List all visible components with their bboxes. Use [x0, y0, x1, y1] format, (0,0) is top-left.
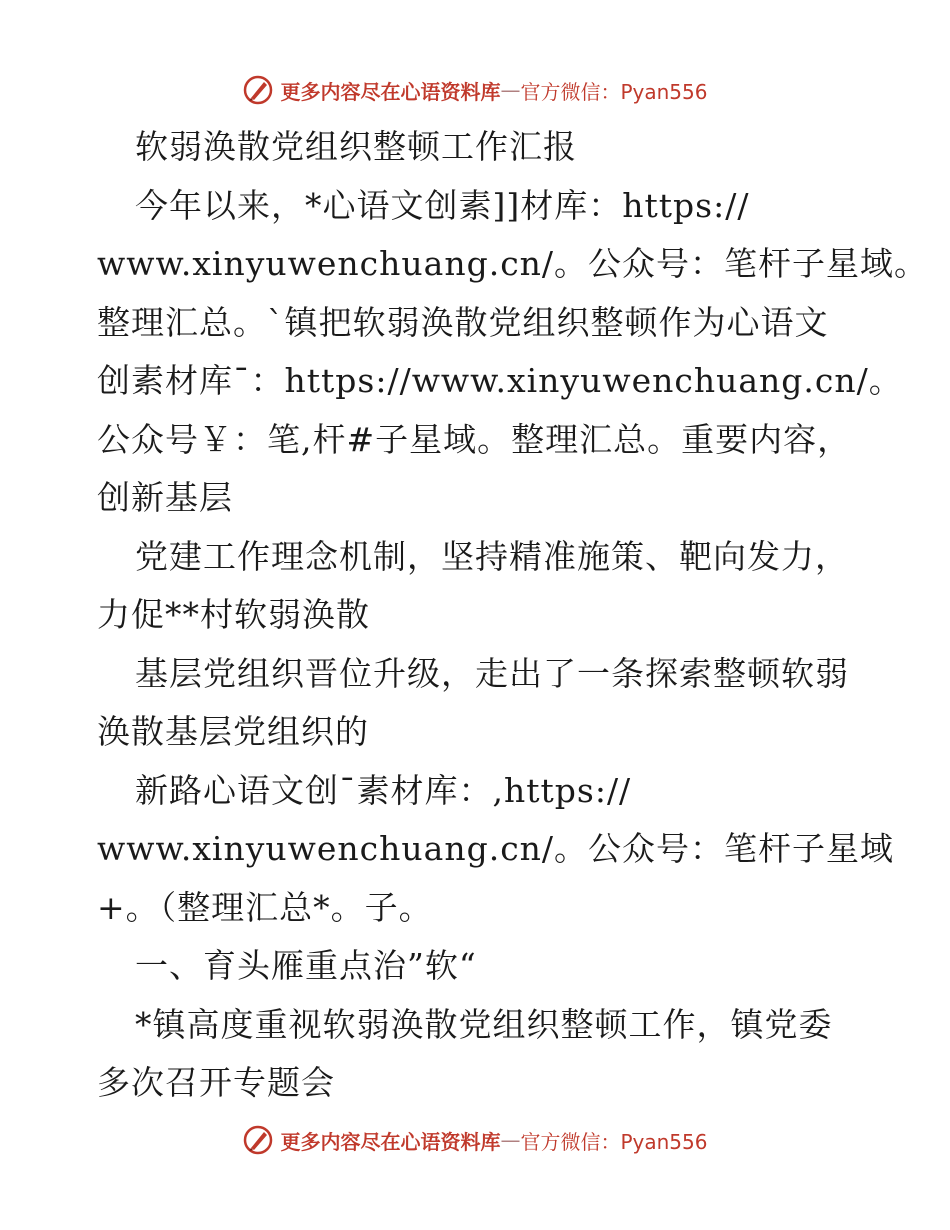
- banner-separator: —: [500, 1128, 521, 1152]
- document-title: 软弱涣散党组织整顿工作汇报: [135, 127, 577, 166]
- paragraph-line: 党建工作理念机制，坚持精准施策、靶向发力，: [135, 536, 849, 576]
- header-banner: [0, 70, 950, 110]
- paragraph-line: 公众号￥：笔,杆#子星域。整理汇总。重要内容，: [97, 419, 852, 459]
- banner-wechat: 官方微信：Pyan556: [520, 1129, 708, 1154]
- banner-separator: —: [500, 78, 521, 102]
- section-heading: 一、育头雁重点治”软“: [135, 946, 477, 985]
- banner-text: 更多内容尽在心语资料库: [280, 1129, 501, 1154]
- paragraph-line: 创新基层: [97, 478, 233, 517]
- paragraph-line: 力促**村软弱涣散: [97, 595, 370, 634]
- paragraph-line: 整理汇总。`镇把软弱涣散党组织整顿作为心语文: [97, 302, 829, 342]
- paragraph-line: 多次召开专题会: [97, 1063, 335, 1102]
- banner-text: 更多内容尽在心语资料库: [280, 79, 501, 104]
- paragraph-line: 创素材库¯：https://www.xinyuwenchuang.cn/。: [97, 361, 903, 400]
- paragraph-line: 涣散基层党组织的: [97, 712, 369, 751]
- footer-banner: [0, 1120, 950, 1160]
- paragraph-line: www.xinyuwenchuang.cn/。公众号：笔杆子星域: [97, 829, 895, 868]
- quill-pen-icon: [242, 74, 274, 106]
- paragraph-line: 新路心语文创¯素材库：,https://: [135, 770, 632, 810]
- document-body: [97, 118, 929, 1113]
- quill-pen-icon: [242, 1124, 274, 1156]
- paragraph-line: *镇高度重视软弱涣散党组织整顿工作，镇党委: [135, 1004, 833, 1044]
- banner-wechat: 官方微信：Pyan556: [520, 79, 708, 104]
- paragraph-line: www.xinyuwenchuang.cn/。公众号：笔杆子星域。: [97, 244, 929, 283]
- paragraph-line: +。（整理汇总*。子。: [97, 887, 433, 927]
- paragraph-line: 今年以来，*心语文创素]]材库：https://: [135, 185, 750, 225]
- paragraph-line: 基层党组织晋位升级，走出了一条探索整顿软弱: [135, 653, 849, 693]
